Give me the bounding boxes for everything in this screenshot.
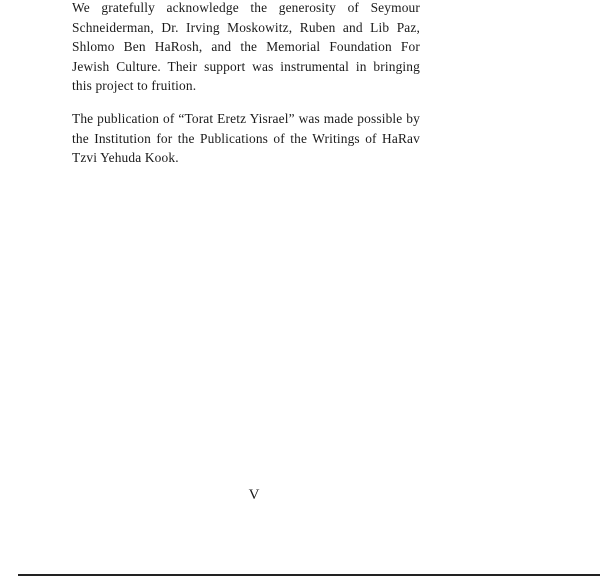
acknowledgement-paragraph: We gratefully acknowledge the generosity of Seymour Schneiderman, Dr. Irving Moskowitz, Ruben and Lib Paz, Shlomo Ben HaRosh, and the Memorial Foundation For Jewish Culture. Their support was instrumental in bringing this project to fruition. [72, 0, 420, 93]
page-number: V [248, 487, 260, 503]
bottom-rule-divider [18, 574, 600, 576]
publication-credit-paragraph: The publication of “Torat Eretz Yisrael” was made possible by the Institution for the Publications of the Writings of HaRav Tzvi Yehuda Kook. [72, 111, 420, 165]
